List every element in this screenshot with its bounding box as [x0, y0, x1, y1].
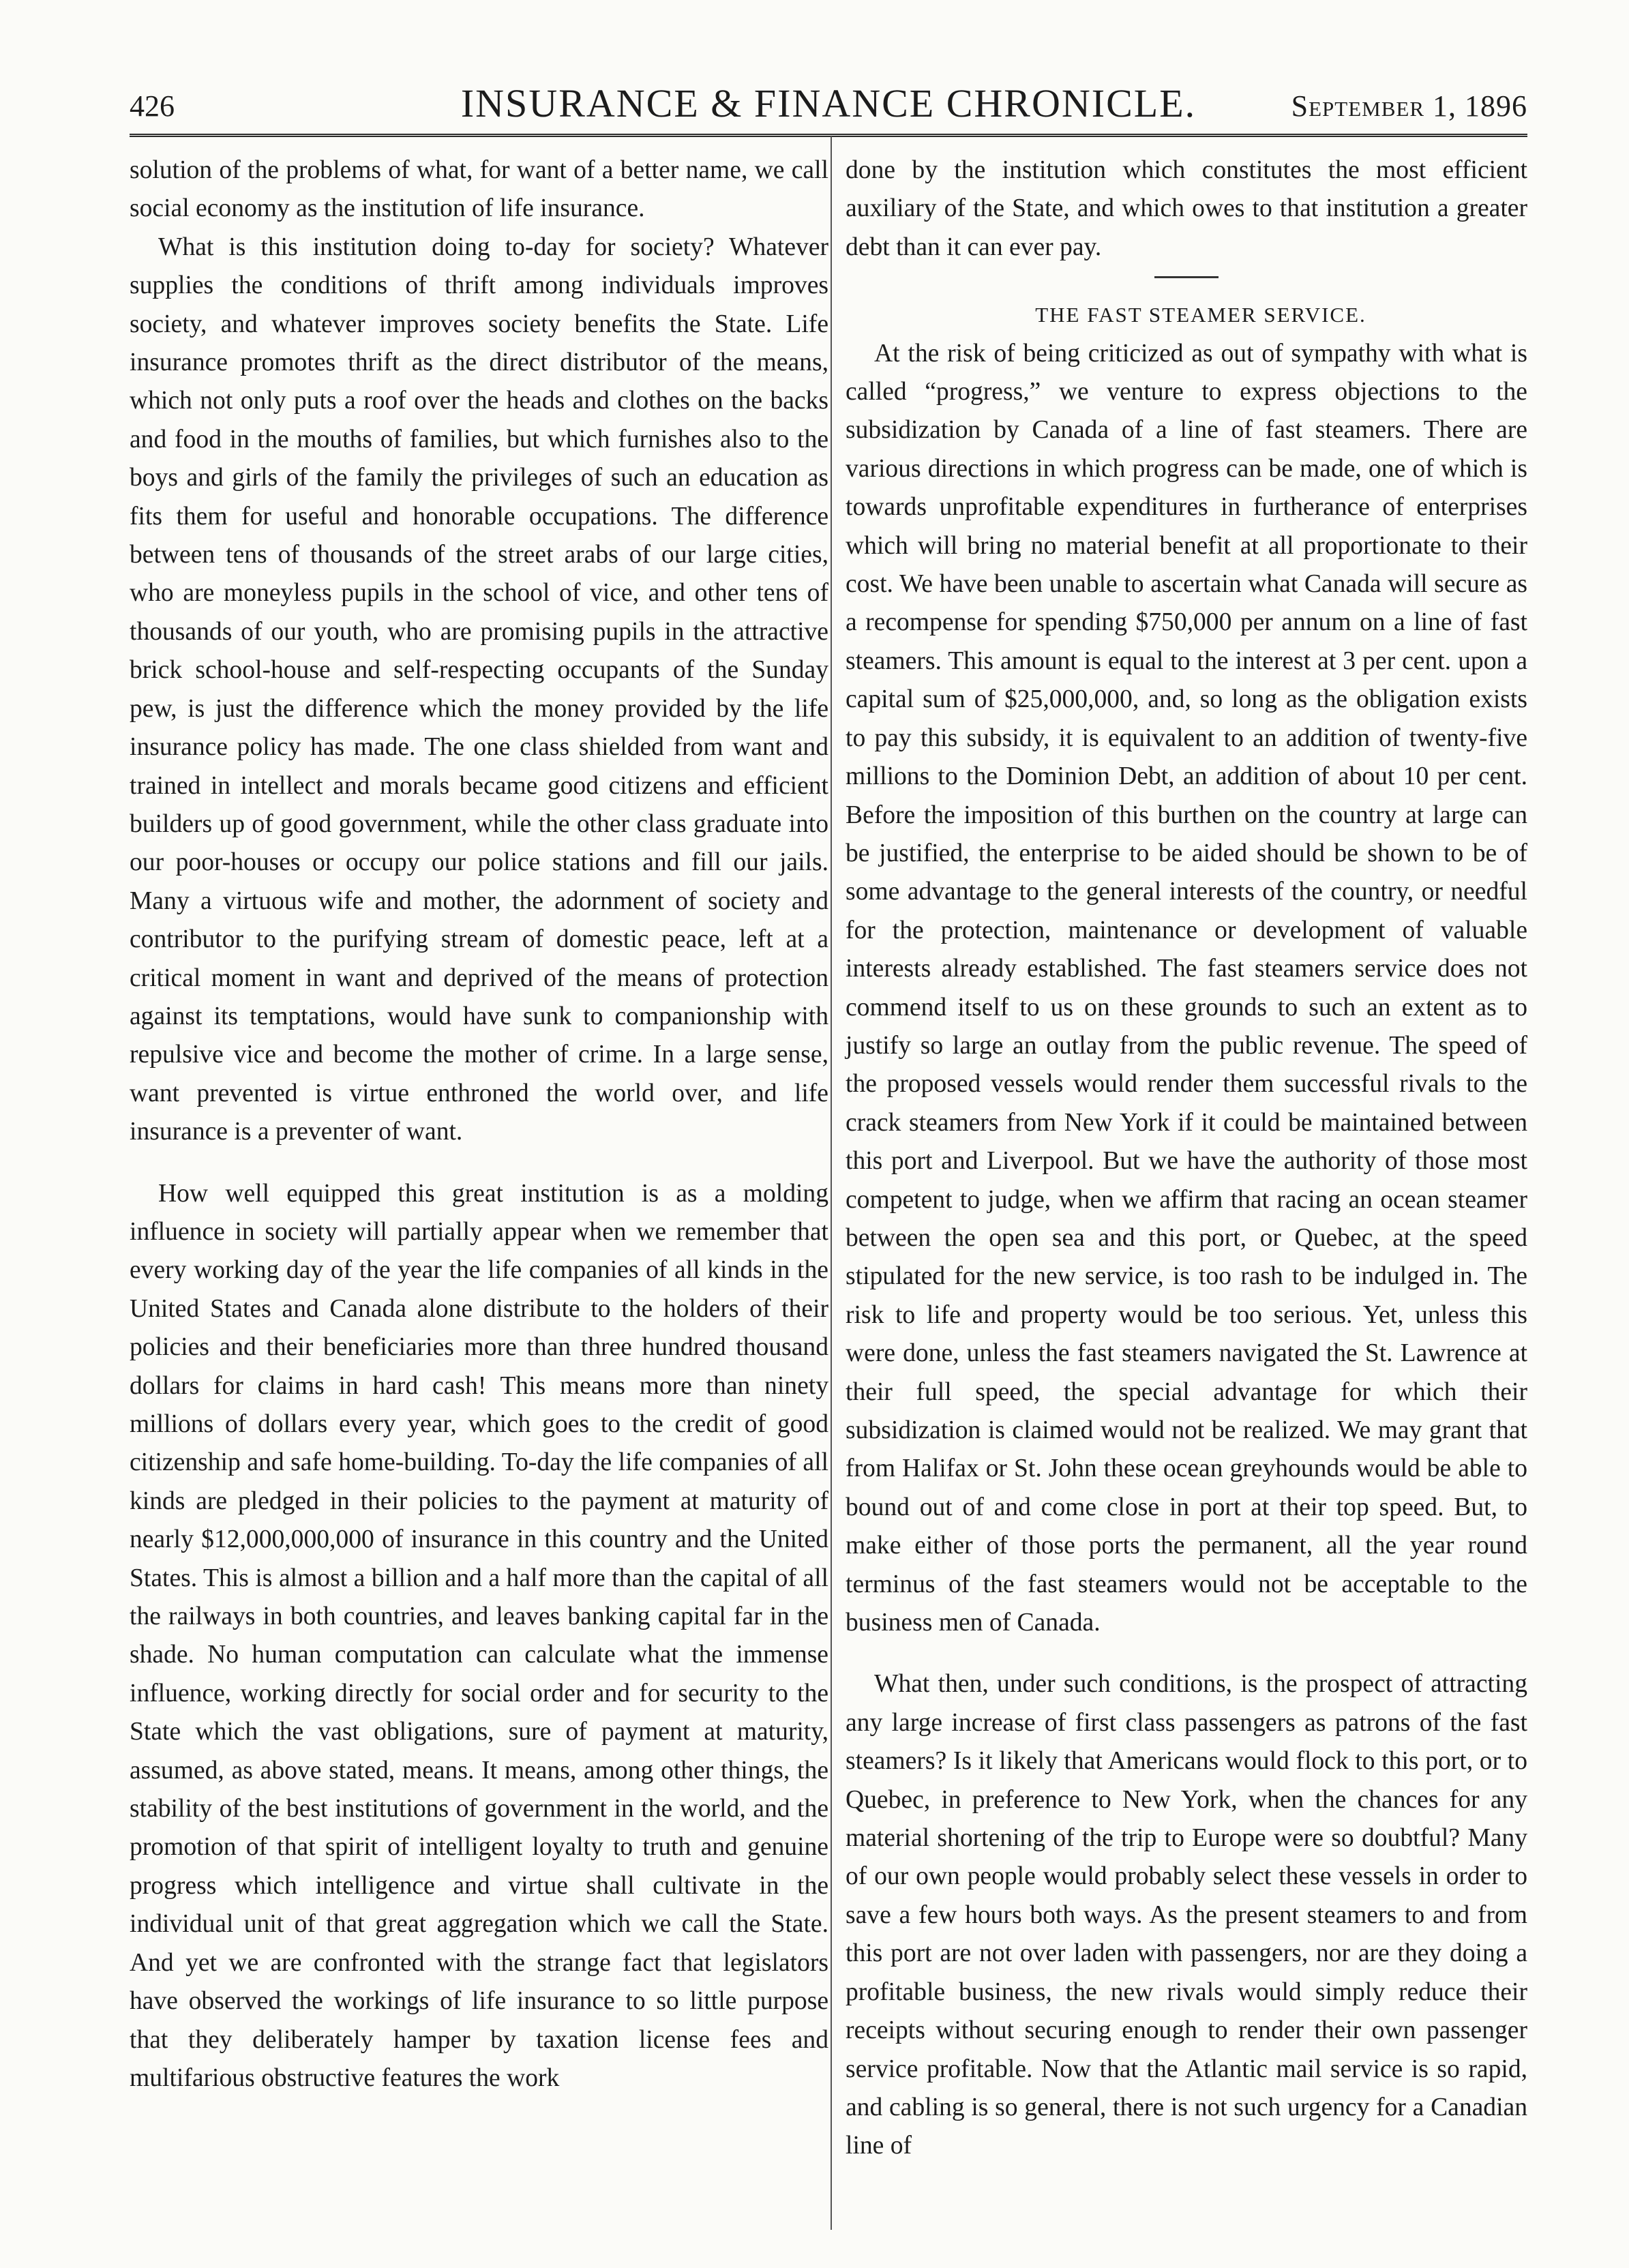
article-paragraph: How well equipped this great institution is as a molding influence in society will partially appear when we remember that every working day of the year the life companies of all kinds in the United States and Canada alone distribute to the holders of their policies and their beneficiaries more than three hundred thousand dollars for claims in hard cash! This means more than ninety millions of dollars every year, which goes to the credit of good citizenship and safe home-building. To-day the life companies of all kinds are pledged in their policies to the payment at maturity of nearly $12,000,000,000 of insurance in this country and the United States. This is almost a billion and a half more than the capital of all the railways in both countries, and leaves banking capital far in the shade. No human computation can calculate what the immense influence, working directly for social order and for security to the State which the vast obligations, sure of payment at maturity, assumed, as above stated, means. It means, among other things, the stability of the best institutions of government in the world, and the promotion of that spirit of intelligent loyalty to truth and genuine progress which intelligence and virtue shall cultivate in the individual unit of that great aggregation which we call the State. And yet we are confronted with the strange fact that legislators have observed the workings of life insurance to so little purpose that they deliberately hamper by taxation license fees and multifarious obstructive features the work	[130, 1179, 828, 2092]
article-paragraph: done by the institution which constitutes the most efficient auxiliary of the State, and which owes to that institution a greater debt than it can ever pay.	[846, 156, 1527, 261]
section-heading: THE FAST STEAMER SERVICE.	[1035, 303, 1366, 327]
section-divider	[1154, 276, 1219, 278]
journal-title: INSURANCE & FINANCE CHRONICLE.	[460, 81, 1197, 125]
page-header	[130, 74, 1527, 135]
header-rule	[130, 134, 1527, 137]
column-divider	[831, 136, 832, 2230]
article-paragraph: At the risk of being criticized as out of sympathy with what is called “progress,” we venture to express objections to the subsidization by Canada of a line of fast steamers. There are various directions in which progress can be made, one of which is towards unprofitable expenditures in furtherance of enterprises which will bring no material benefit at all proportionate to their cost. We have been unable to ascertain what Canada will secure as a recompense for spending $750,000 per annum on a line of fast steamers. This amount is equal to the interest at 3 per cent. upon a capital sum of $25,000,000, and, so long as the obligation exists to pay this subsidy, it is equivalent to an addition of twenty-five millions to the Dominion Debt, an addition of about 10 per cent. Before the imposition of this burthen on the country at large can be justified, the enterprise to be aided should be shown to be of some advantage to the general interests of the country, or needful for the protection, maintenance or development of valuable interests already established. The fast steamers service does not commend itself to us on these grounds to such an extent as to justify so large an outlay from the public revenue. The speed of the proposed vessels would render them successful rivals to the crack steamers from New York if it could be maintained between this port and Liverpool. But we have the authority of those most competent to judge, when we affirm that racing an ocean steamer between the open sea and this port, or Quebec, at the speed stipulated for the new service, is too rash to be indulged in. The risk to life and property would be too serious. Yet, unless this were done, unless the fast steamers navigated the St. Lawrence at their full speed, the special advantage for which their subsidization is claimed would not be realized. We may grant that from Halifax or St. John these ocean greyhounds would be able to bound out of and come close in port at their top speed. But, to make either of those ports the permanent, all the year round terminus of the fast steamers would not be acceptable to the business men of Canada.	[846, 339, 1527, 1637]
article-paragraph: What then, under such conditions, is the prospect of attracting any large increase of first class passengers as patrons of the fast steamers? Is it likely that Americans would flock to this port, or to Quebec, in preference to New York, when the chances for any material shortening of the trip to Europe were so doubtful? Many of our own people would probably select these vessels in order to save a few hours both ways. As the present steamers to and from this port are not over laden with passengers, nor are they doing a profitable business, the new rivals would simply reduce their receipts without securing enough to render their own passenger service profitable. Now that the Atlantic mail service is so rapid, and cabling is so general, there is not such urgency for a Canadian line of	[846, 1670, 1527, 2160]
right-column	[846, 151, 1527, 2166]
issue-date: September 1, 1896	[1291, 89, 1527, 123]
left-column	[130, 151, 828, 2098]
article-paragraph: solution of the problems of what, for want of a better name, we call social economy as the institution of life insurance.	[130, 156, 828, 223]
page-number: 426	[130, 89, 175, 123]
article-paragraph: What is this institution doing to-day for society? Whatever supplies the conditions of thrift among individuals improves society, and whatever improves society benefits the State. Life insurance promotes thrift as the direct distributor of the means, which not only puts a roof over the heads and clothes on the backs and food in the mouths of families, but which furnishes also to the boys and girls of the family the privileges of such an education as fits them for useful and honorable occupations. The difference between tens of thousands of the street arabs of our large cities, who are moneyless pupils in the school of vice, and other tens of thousands of our youth, who are promising pupils in the attractive brick school-house and self-respecting occupants of the Sunday pew, is just the difference which the money provided by the life insurance policy has made. The one class shielded from want and trained in intellect and morals became good citizens and efficient builders up of good government, while the other class graduate into our poor-houses or occupy our police stations and fill our jails. Many a virtuous wife and mother, the adornment of society and contributor to the purifying stream of domestic peace, left at a critical moment in want and deprived of the means of protection against its temptations, would have sunk to companionship with repulsive vice and become the mother of crime. In a large sense, want prevented is virtue enthroned the world over, and life insurance is a preventer of want.	[130, 233, 828, 1146]
